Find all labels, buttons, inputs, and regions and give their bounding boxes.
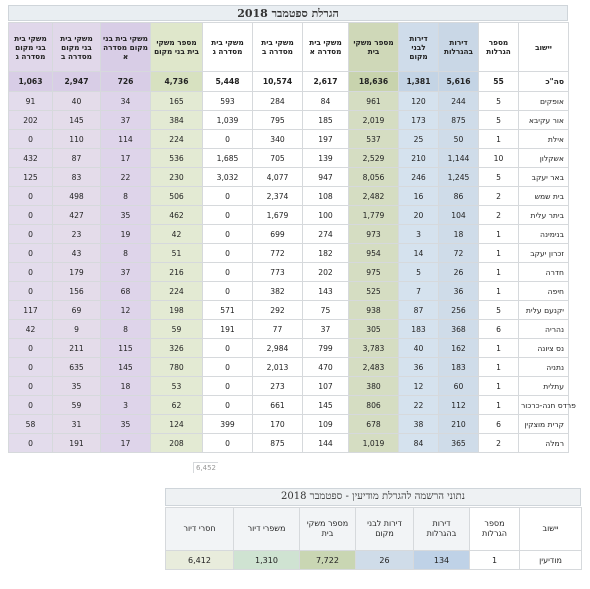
value-cell: 772 [253,244,303,263]
value-cell: 5 [479,168,519,187]
value-cell: 12 [101,301,151,320]
town-cell: זכרון יעקב [519,244,569,263]
value-cell: 0 [9,187,53,206]
town-cell: חיפה [519,282,569,301]
value-cell: 58 [9,415,53,434]
town-cell: יקנעם עלית [519,301,569,320]
value-cell: 537 [349,130,399,149]
value-cell: 0 [203,434,253,453]
town-cell: בית שמש [519,187,569,206]
value-cell: 16 [399,187,439,206]
value-cell: 211 [53,339,101,358]
value-cell: 273 [253,377,303,396]
value-cell: 780 [151,358,203,377]
value-cell: 470 [303,358,349,377]
value-cell: 0 [9,225,53,244]
value-cell: 2,529 [349,149,399,168]
value-cell: 202 [9,111,53,130]
column-header: מספר משקי בית [300,508,356,551]
column-header: משקי בית בני מקום מסדרה ג [9,23,53,72]
value-cell: 498 [53,187,101,206]
value-cell: 256 [439,301,479,320]
town-cell: אופקים [519,92,569,111]
header-row [166,508,582,551]
value-cell: 3,032 [203,168,253,187]
value-cell: 1 [479,225,519,244]
value-cell: 173 [399,111,439,130]
value-cell: 0 [9,339,53,358]
lottery-table [8,22,576,453]
value-cell: 42 [9,320,53,339]
table-row [9,320,569,339]
value-cell: 38 [399,415,439,434]
value-cell: 26 [439,263,479,282]
value-cell: 2 [479,187,519,206]
value-cell: 59 [151,320,203,339]
value-cell: 91 [9,92,53,111]
value-cell: 340 [253,130,303,149]
town-cell: אילת [519,130,569,149]
value-cell: 183 [439,358,479,377]
table-row [9,339,569,358]
value-cell: 75 [303,301,349,320]
value-cell: 43 [53,244,101,263]
value-cell: 51 [151,244,203,263]
value-cell: 143 [303,282,349,301]
value-cell: 274 [303,225,349,244]
value-cell: 162 [439,339,479,358]
town-cell: פרדס חנה-כרכור [519,396,569,415]
town-cell: נהריה [519,320,569,339]
table-row [9,92,569,111]
value-cell: 244 [439,92,479,111]
value-cell: 380 [349,377,399,396]
value-cell: 1,245 [439,168,479,187]
value-cell: 112 [439,396,479,415]
value-cell: 7,722 [300,551,356,570]
value-cell: 216 [151,263,203,282]
town-cell: נס ציונה [519,339,569,358]
value-cell: 1,779 [349,206,399,225]
value-cell: 40 [53,92,101,111]
value-cell: 427 [53,206,101,225]
value-cell: 9 [53,320,101,339]
column-header: מספר משקי בית בני מקום [151,23,203,72]
value-cell: 145 [101,358,151,377]
table-row [166,551,582,570]
value-cell: 4,736 [151,72,203,92]
modiin-table [165,507,582,570]
value-cell: 0 [9,206,53,225]
value-cell: 179 [53,263,101,282]
value-cell: 961 [349,92,399,111]
value-cell: 191 [53,434,101,453]
value-cell: 68 [101,282,151,301]
value-cell: 62 [151,396,203,415]
value-cell: 77 [253,320,303,339]
value-cell: 22 [399,396,439,415]
value-cell: 208 [151,434,203,453]
column-header: משקי בית בני מקום מסדרה א [101,23,151,72]
value-cell: 1 [479,396,519,415]
value-cell: 115 [101,339,151,358]
value-cell: 50 [439,130,479,149]
value-cell: 2,374 [253,187,303,206]
town-cell: אור עקיבא [519,111,569,130]
value-cell: 210 [439,415,479,434]
value-cell: 1,381 [399,72,439,92]
table-row [9,130,569,149]
column-header: דירות לבני מקום [399,23,439,72]
value-cell: 799 [303,339,349,358]
table-row [9,225,569,244]
value-cell: 156 [53,282,101,301]
value-cell: 368 [439,320,479,339]
value-cell: 230 [151,168,203,187]
value-cell: 326 [151,339,203,358]
value-cell: 954 [349,244,399,263]
value-cell: 399 [203,415,253,434]
value-cell: 2,013 [253,358,303,377]
value-cell: 37 [101,263,151,282]
town-cell: מודיעין [520,551,582,570]
value-cell: 947 [303,168,349,187]
value-cell: 0 [203,282,253,301]
column-header: משקי בית מסדרה ב [253,23,303,72]
value-cell: 1,679 [253,206,303,225]
value-cell: 37 [303,320,349,339]
value-cell: 14 [399,244,439,263]
modiin-table-section [165,488,581,584]
value-cell: 25 [399,130,439,149]
value-cell: 1 [479,282,519,301]
table-row [9,282,569,301]
column-header: דירות בהגרלות [439,23,479,72]
value-cell: 6,412 [166,551,234,570]
value-cell: 224 [151,130,203,149]
value-cell: 100 [303,206,349,225]
value-cell: 1 [479,339,519,358]
value-cell: 5 [399,263,439,282]
value-cell: 0 [9,244,53,263]
value-cell: 35 [53,377,101,396]
town-cell: עתלית [519,377,569,396]
value-cell: 114 [101,130,151,149]
table-row [9,187,569,206]
value-cell: 0 [203,244,253,263]
table-row [9,301,569,320]
value-cell: 506 [151,187,203,206]
value-cell: 0 [203,263,253,282]
value-cell: 18,636 [349,72,399,92]
value-cell: 1,063 [9,72,53,92]
value-cell: 20 [399,206,439,225]
column-header: מספר הגרלות [479,23,519,72]
value-cell: 107 [303,377,349,396]
partial-cell: 6,452 [193,462,218,473]
table-row [9,377,569,396]
value-cell: 1 [479,130,519,149]
value-cell: 0 [9,358,53,377]
value-cell: 182 [303,244,349,263]
value-cell: 1 [479,358,519,377]
value-cell: 0 [203,377,253,396]
value-cell: 8 [101,187,151,206]
value-cell: 0 [9,263,53,282]
value-cell: 246 [399,168,439,187]
column-header: דירות לבני מקום [356,508,414,551]
value-cell: 72 [439,244,479,263]
value-cell: 1 [479,263,519,282]
column-header: דירות בהגרלות [414,508,470,551]
value-cell: 108 [303,187,349,206]
table-title-modiin: נתוני הרשמה להגרלת מודיעין - ספטמבר 2018 [165,488,581,506]
column-header: יישוב [520,508,582,551]
value-cell: 975 [349,263,399,282]
value-cell: 661 [253,396,303,415]
town-cell: באר יעקב [519,168,569,187]
value-cell: 8,056 [349,168,399,187]
value-cell: 462 [151,206,203,225]
town-cell: בנימינה [519,225,569,244]
value-cell: 382 [253,282,303,301]
value-cell: 705 [253,149,303,168]
column-header: מספר הגרלות [470,508,520,551]
value-cell: 0 [203,187,253,206]
value-cell: 1 [479,244,519,263]
value-cell: 2,482 [349,187,399,206]
value-cell: 26 [356,551,414,570]
value-cell: 795 [253,111,303,130]
value-cell: 36 [439,282,479,301]
value-cell: 2,019 [349,111,399,130]
value-cell: 125 [9,168,53,187]
value-cell: 0 [203,339,253,358]
value-cell: 104 [439,206,479,225]
table-title: הגרלת ספטמבר 2018 [8,5,568,21]
table-row [9,206,569,225]
table-row [9,149,569,168]
value-cell: 1,144 [439,149,479,168]
value-cell: 109 [303,415,349,434]
value-cell: 145 [303,396,349,415]
value-cell: 875 [439,111,479,130]
value-cell: 938 [349,301,399,320]
value-cell: 0 [9,396,53,415]
table-row [9,111,569,130]
value-cell: 139 [303,149,349,168]
lottery-table-section [8,5,576,460]
value-cell: 210 [399,149,439,168]
value-cell: 35 [101,415,151,434]
value-cell: 0 [9,377,53,396]
town-cell: חדרה [519,263,569,282]
value-cell: 191 [203,320,253,339]
value-cell: 773 [253,263,303,282]
value-cell: 55 [479,72,519,92]
table-row [9,168,569,187]
value-cell: 2,483 [349,358,399,377]
value-cell: 875 [253,434,303,453]
column-header: משפרי דיור [234,508,300,551]
value-cell: 726 [101,72,151,92]
value-cell: 42 [151,225,203,244]
value-cell: 117 [9,301,53,320]
value-cell: 120 [399,92,439,111]
value-cell: 5 [479,301,519,320]
value-cell: 0 [9,130,53,149]
value-cell: 134 [414,551,470,570]
value-cell: 202 [303,263,349,282]
value-cell: 699 [253,225,303,244]
column-header: משקי בית מסדרה א [303,23,349,72]
value-cell: 2 [479,434,519,453]
value-cell: 635 [53,358,101,377]
value-cell: 4,077 [253,168,303,187]
value-cell: 198 [151,301,203,320]
value-cell: 678 [349,415,399,434]
value-cell: 197 [303,130,349,149]
value-cell: 1,310 [234,551,300,570]
table-row [9,415,569,434]
value-cell: 87 [53,149,101,168]
value-cell: 10 [479,149,519,168]
table-row [9,358,569,377]
value-cell: 6 [479,415,519,434]
value-cell: 0 [9,282,53,301]
table-row [9,396,569,415]
value-cell: 69 [53,301,101,320]
value-cell: 12 [399,377,439,396]
value-cell: 34 [101,92,151,111]
town-cell: קרית מוצקין [519,415,569,434]
value-cell: 22 [101,168,151,187]
value-cell: 2,617 [303,72,349,92]
table-row [9,434,569,453]
value-cell: 183 [399,320,439,339]
value-cell: 593 [203,92,253,111]
value-cell: 35 [101,206,151,225]
value-cell: 165 [151,92,203,111]
value-cell: 60 [439,377,479,396]
value-cell: 1,685 [203,149,253,168]
column-header: משקי בית מסדרה ג [203,23,253,72]
value-cell: 432 [9,149,53,168]
table-row [9,244,569,263]
value-cell: 17 [101,149,151,168]
value-cell: 0 [203,396,253,415]
column-header: משקי בית בני מקום מסדרה ב [53,23,101,72]
value-cell: 110 [53,130,101,149]
value-cell: 8 [101,320,151,339]
town-cell: סה"כ [519,72,569,92]
value-cell: 124 [151,415,203,434]
town-cell: רמלה [519,434,569,453]
value-cell: 185 [303,111,349,130]
value-cell: 2,947 [53,72,101,92]
value-cell: 0 [203,130,253,149]
value-cell: 6 [479,320,519,339]
value-cell: 145 [53,111,101,130]
value-cell: 87 [399,301,439,320]
column-header: יישוב [519,23,569,72]
value-cell: 1,039 [203,111,253,130]
total-row [9,72,569,92]
value-cell: 84 [399,434,439,453]
value-cell: 59 [53,396,101,415]
value-cell: 2 [479,206,519,225]
value-cell: 5,616 [439,72,479,92]
value-cell: 305 [349,320,399,339]
value-cell: 0 [203,358,253,377]
value-cell: 19 [101,225,151,244]
value-cell: 525 [349,282,399,301]
value-cell: 5,448 [203,72,253,92]
value-cell: 83 [53,168,101,187]
value-cell: 2,984 [253,339,303,358]
value-cell: 365 [439,434,479,453]
value-cell: 18 [101,377,151,396]
value-cell: 53 [151,377,203,396]
value-cell: 806 [349,396,399,415]
value-cell: 10,574 [253,72,303,92]
value-cell: 384 [151,111,203,130]
value-cell: 36 [399,358,439,377]
value-cell: 1 [470,551,520,570]
value-cell: 571 [203,301,253,320]
value-cell: 224 [151,282,203,301]
value-cell: 17 [101,434,151,453]
value-cell: 18 [439,225,479,244]
value-cell: 1,019 [349,434,399,453]
table-row [9,263,569,282]
town-cell: ביתר עלית [519,206,569,225]
value-cell: 7 [399,282,439,301]
value-cell: 536 [151,149,203,168]
value-cell: 144 [303,434,349,453]
value-cell: 3,783 [349,339,399,358]
value-cell: 1 [479,377,519,396]
value-cell: 170 [253,415,303,434]
column-header: מספר משקי בית [349,23,399,72]
value-cell: 5 [479,111,519,130]
value-cell: 5 [479,92,519,111]
value-cell: 0 [203,225,253,244]
town-cell: נתניה [519,358,569,377]
value-cell: 37 [101,111,151,130]
value-cell: 284 [253,92,303,111]
value-cell: 23 [53,225,101,244]
value-cell: 973 [349,225,399,244]
column-header: חסרי דיור [166,508,234,551]
value-cell: 8 [101,244,151,263]
value-cell: 31 [53,415,101,434]
value-cell: 3 [101,396,151,415]
value-cell: 40 [399,339,439,358]
town-cell: אשקלון [519,149,569,168]
value-cell: 0 [9,434,53,453]
value-cell: 84 [303,92,349,111]
value-cell: 292 [253,301,303,320]
header-row [9,23,569,72]
value-cell: 86 [439,187,479,206]
value-cell: 3 [399,225,439,244]
value-cell: 0 [203,206,253,225]
